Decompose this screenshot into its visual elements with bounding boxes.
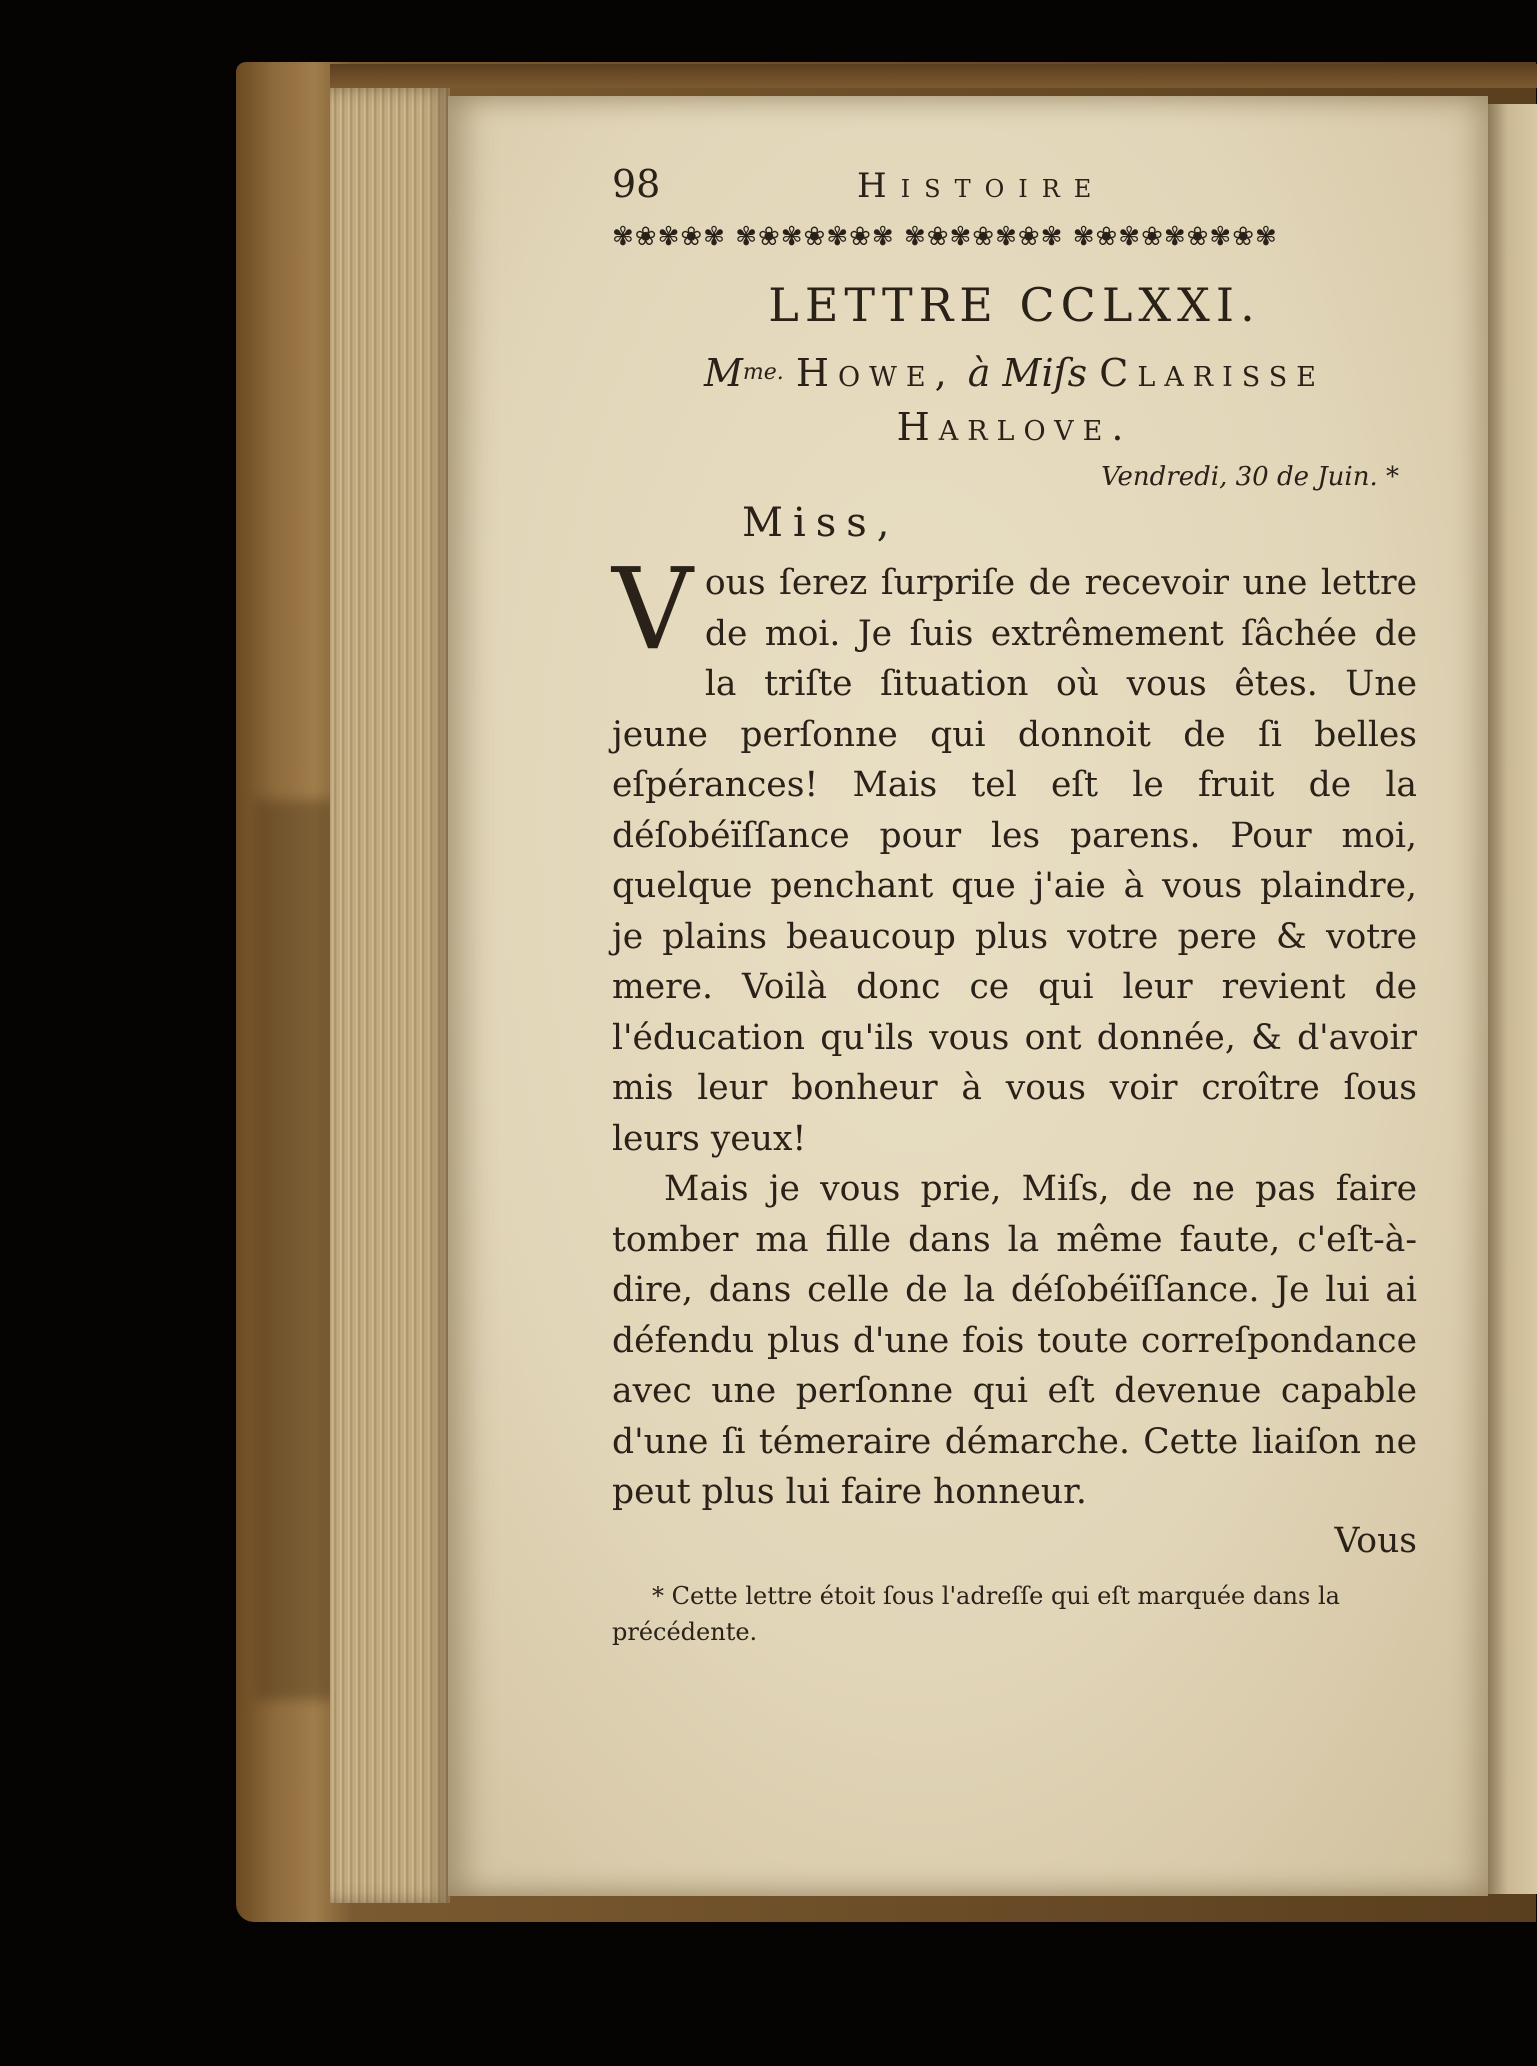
- recipient-last-name: Harlove.: [896, 405, 1133, 449]
- ornament-band: ✾❀✾❀✾ ✾❀✾❀✾❀✾ ✾❀✾❀✾❀✾ ✾❀✾❀✾❀✾❀✾: [612, 222, 1278, 252]
- sender-prefix: M: [703, 351, 743, 395]
- page-header: [612, 160, 1417, 214]
- catchword: Vous: [1334, 1520, 1417, 1561]
- page-text: [612, 160, 1417, 1650]
- facing-page-edge: [1488, 104, 1537, 1894]
- sender-name: Howe,: [795, 351, 956, 395]
- cover-stain: [255, 800, 335, 1700]
- footnote: * Cette lettre étoit ſous l'adreſſe qui eſt marquée dans la précédente.: [612, 1581, 1340, 1646]
- sender-prefix-sup: me.: [742, 360, 784, 385]
- address-to: à: [967, 351, 991, 395]
- letter-date: Vendredi, 30 de Juin. *: [1101, 462, 1399, 492]
- recipient-title: Miſs: [1002, 351, 1088, 395]
- page-number: 98: [612, 162, 661, 206]
- salutation: Miss,: [742, 500, 900, 546]
- letter-address: [612, 346, 1417, 454]
- letter-body: [612, 545, 1417, 1518]
- letter-title: LETTRE CCLXXI.: [768, 278, 1261, 332]
- drop-cap: V: [612, 545, 693, 675]
- paragraph-1: [612, 545, 1417, 1164]
- page-edges: [330, 88, 450, 1903]
- recipient-first-name: Clarisse: [1099, 351, 1326, 395]
- running-title: Histoire: [857, 166, 1106, 206]
- paragraph-2: Mais je vous prie, Miſs, de ne pas faire tomber ma fille dans la même faute, c'eſt-à-dire, dans celle de la déſobéïſſance. Je lui ai défendu plus d'une fois toute correſpondance avec une perſonne qui eſt devenue capable d'une ſi témeraire démarche. Cette liaiſon ne peut plus lui faire honneur.: [612, 1169, 1417, 1512]
- paragraph-1-text: ous ſerez ſurpriſe de recevoir une lettre de moi. Je ſuis extrêmement ſâchée de la triſte ſituation où vous êtes. Une jeune perſonne qui donnoit de ſi belles eſpérances! Mais tel eſt le fruit de la déſobéïſſance pour les parens. Pour moi, quelque penchant que j'aie à vous plaindre, je plains beaucoup plus votre pere & votre mere. Voilà donc ce qui leur revient de l'éducation qu'ils vous ont donnée, & d'avoir mis leur bonheur à vous voir croître ſous leurs yeux!: [612, 563, 1417, 1159]
- book-cover-top-edge: [330, 64, 1537, 88]
